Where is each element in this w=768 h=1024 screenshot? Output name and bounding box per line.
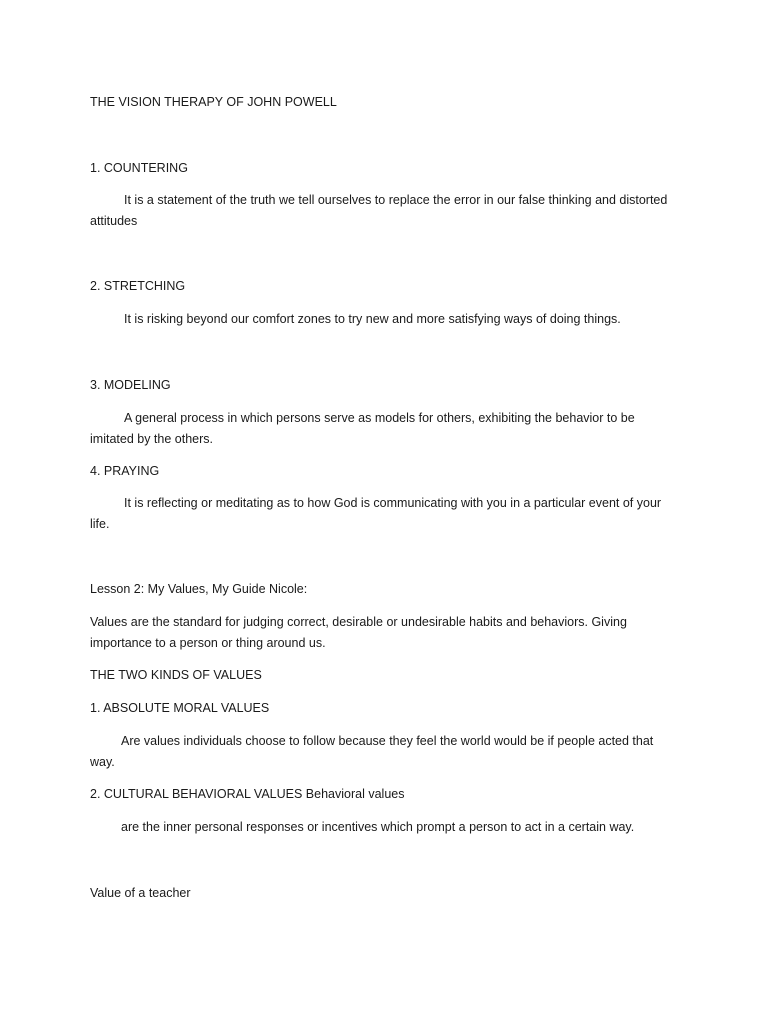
kind-heading-absolute: 1. ABSOLUTE MORAL VALUES — [90, 701, 270, 715]
section-body-modeling: A general process in which persons serve as models for others, exhibiting the behavior to be imitated by the others. — [90, 411, 635, 446]
kind-body-cultural: are the inner personal responses or incentives which prompt a person to act in a certain way. — [121, 820, 635, 834]
section-heading-stretching: 2. STRETCHING — [90, 279, 186, 293]
lesson-intro: Values are the standard for judging correct, desirable or undesirable habits and behaviors. Giving importance to a person or thing around us. — [90, 615, 627, 650]
kind-heading-cultural: 2. CULTURAL BEHAVIORAL VALUES Behavioral values — [90, 787, 405, 801]
kinds-heading: THE TWO KINDS OF VALUES — [90, 668, 262, 682]
kind-body-absolute: Are values individuals choose to follow because they feel the world would be if people acted that way. — [90, 734, 654, 769]
lesson-title: Lesson 2: My Values, My Guide Nicole: — [90, 582, 308, 596]
closing-line: Value of a teacher — [90, 886, 191, 900]
document-title: THE VISION THERAPY OF JOHN POWELL — [90, 95, 337, 109]
section-heading-modeling: 3. MODELING — [90, 378, 171, 392]
section-body-countering: It is a statement of the truth we tell ourselves to replace the error in our false thinking and distorted attitudes — [90, 193, 668, 228]
section-body-stretching: It is risking beyond our comfort zones to try new and more satisfying ways of doing things. — [124, 312, 621, 326]
section-heading-praying: 4. PRAYING — [90, 464, 160, 478]
section-heading-countering: 1. COUNTERING — [90, 161, 188, 175]
section-body-praying: It is reflecting or meditating as to how God is communicating with you in a particular event of your life. — [90, 496, 662, 531]
